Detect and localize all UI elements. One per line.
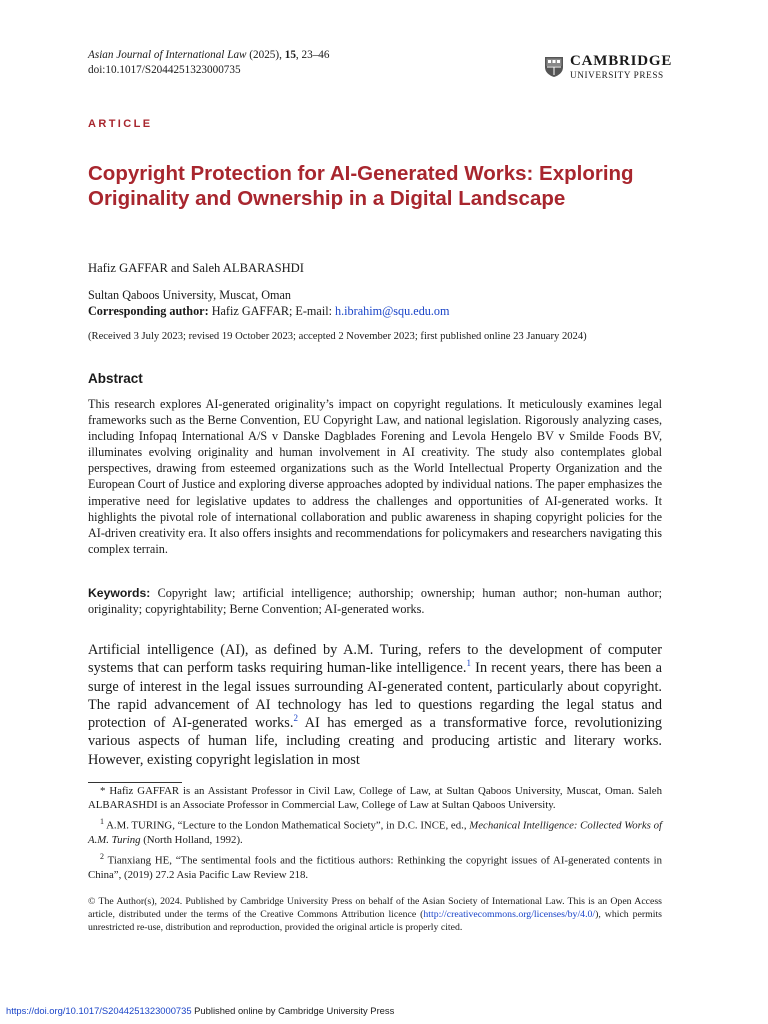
article-title: Copyright Protection for AI-Generated Works: Exploring Originality and Ownership in a Digital Landscape xyxy=(88,162,634,210)
publisher-wordmark xyxy=(570,54,672,80)
keywords-label: Keywords: xyxy=(88,586,151,600)
doi-link[interactable]: https://doi.org/10.1017/S2044251323000735 xyxy=(6,1005,192,1016)
publication-history: (Received 3 July 2023; revised 19 October 2023; accepted 2 November 2023; first published online 23 January 2024) xyxy=(88,331,587,342)
copyright-text-1: © The Author(s), 2024. Published by Cambridge University Press on behalf of the Asian Society of International Law. This is an Open Access article, distributed under the terms of the Creative Commons Attribution licence ( xyxy=(88,896,662,920)
journal-pages: , 23–46 xyxy=(295,49,330,61)
journal-volume: 15 xyxy=(284,49,296,61)
abstract-heading: Abstract xyxy=(88,371,143,386)
footnote-1-italic: Mechanical Intelligence: Collected Works of A.M. Turing xyxy=(88,820,662,847)
copyright-notice xyxy=(88,896,662,934)
published-online-text: Published online by Cambridge University Press xyxy=(191,1005,395,1016)
keywords xyxy=(88,585,662,617)
footnote-1-end: (North Holland, 1992). xyxy=(140,834,243,847)
corresponding-label: Corresponding author: xyxy=(88,303,209,318)
journal-doi: doi:10.1017/S2044251323000735 xyxy=(88,64,241,76)
body-part-3: AI has emerged as a transformative force, revolutionizing various aspects of human life, including creating and producing artistic and literary works. However, existing copyright legislation in most xyxy=(88,715,662,768)
abstract-body: This research explores AI-generated originality’s impact on copyright regulations. It meticulously examines legal frameworks such as the Berne Convention, EU Copyright Law, and national legislation. Rigorously analyzing cases, including Infopaq International A/S v Danske Dagblades Forening and Levola Hengelo BV v Smilde Foods BV, illuminates evolving originality and human involvement in AI creativity. The study also contemplates global perspectives, drawing from esteemed organizations such as the World Intellectual Property Organization and the European Court of Justice and exploring diverse approaches adopted by individual nations. The paper emphasizes the imperative need for legislative updates to address the challenges and opportunities of AI-generated works. It highlights the pivotal role of international collaboration and public awareness in shaping copyright policies for the AI-driven creativity era. It also offers insights and recommendations for policymakers and researchers navigating this complex terrain. xyxy=(88,397,662,556)
publisher-sub: UNIVERSITY PRESS xyxy=(570,70,664,80)
body-paragraph xyxy=(88,641,662,769)
body-part-1: Artificial intelligence (AI), as defined by A.M. Turing, refers to the development of computer systems that can perform tasks requiring human-like intelligence. xyxy=(88,642,662,677)
footnote-1-number: 1 xyxy=(100,817,104,827)
footnotes xyxy=(88,784,662,885)
journal-year: (2025), xyxy=(246,49,285,61)
footnote-2 xyxy=(88,850,662,882)
license-link[interactable]: http://creativecommons.org/licenses/by/4.0/ xyxy=(423,908,596,920)
publisher-name: CAMBRIDGE xyxy=(570,53,673,69)
authors: Hafiz GAFFAR and Saleh ALBARASHDI xyxy=(88,261,304,275)
keywords-text: Copyright law; artificial intelligence; authorship; ownership; human author; non-human author; originality; copyrightability; Berne Convention; AI-generated works. xyxy=(88,586,662,617)
email-link[interactable]: h.ibrahim@squ.edu.om xyxy=(335,303,450,318)
footnote-ref-1[interactable]: 1 xyxy=(466,658,471,669)
publisher-logo xyxy=(544,54,672,80)
footnote-divider xyxy=(88,782,182,783)
footnote-1-text: A.M. TURING, “Lecture to the London Mathematical Society”, in D.C. INCE, ed., xyxy=(104,820,470,832)
affiliation-block xyxy=(88,288,450,319)
footnote-author-info: * Hafiz GAFFAR is an Assistant Professor in Civil Law, College of Law, at Sultan Qaboos University, Muscat, Oman. Saleh ALBARASHDI is an Associate Professor in Commercial Law, College of Law at Sultan Qaboos University. xyxy=(88,785,662,812)
journal-citation xyxy=(88,48,329,78)
body-part-2: In recent years, there has been a surge of interest in the legal issues surrounding AI-generated content, particularly about copyright. The rapid advancement of AI technology has led to questions regarding the legal status and protection of AI-generated works. xyxy=(88,660,662,732)
online-publication-note xyxy=(6,1005,394,1016)
corresponding-text: Hafiz GAFFAR; E-mail: xyxy=(208,303,336,318)
institution: Sultan Qaboos University, Muscat, Oman xyxy=(88,288,291,302)
footnote-2-text: Tianxiang HE, “The sentimental fools and the fictitious authors: Rethinking the copyright issues of AI-generated contents in China”, (2019) 27.2 Asia Pacific Law Review 218. xyxy=(88,855,662,882)
journal-line xyxy=(88,48,329,63)
corresponding-author xyxy=(88,304,450,320)
article-type-label: ARTICLE xyxy=(88,118,153,130)
footnote-ref-2[interactable]: 2 xyxy=(293,713,298,724)
cambridge-shield-icon xyxy=(544,56,564,78)
journal-name: Asian Journal of International Law xyxy=(88,49,247,61)
footnote-1 xyxy=(88,815,662,847)
footnote-2-number: 2 xyxy=(100,852,104,862)
copyright-text-2: ), which permits unrestricted re-use, distribution and reproduction, provided the original article is properly cited. xyxy=(88,908,662,933)
